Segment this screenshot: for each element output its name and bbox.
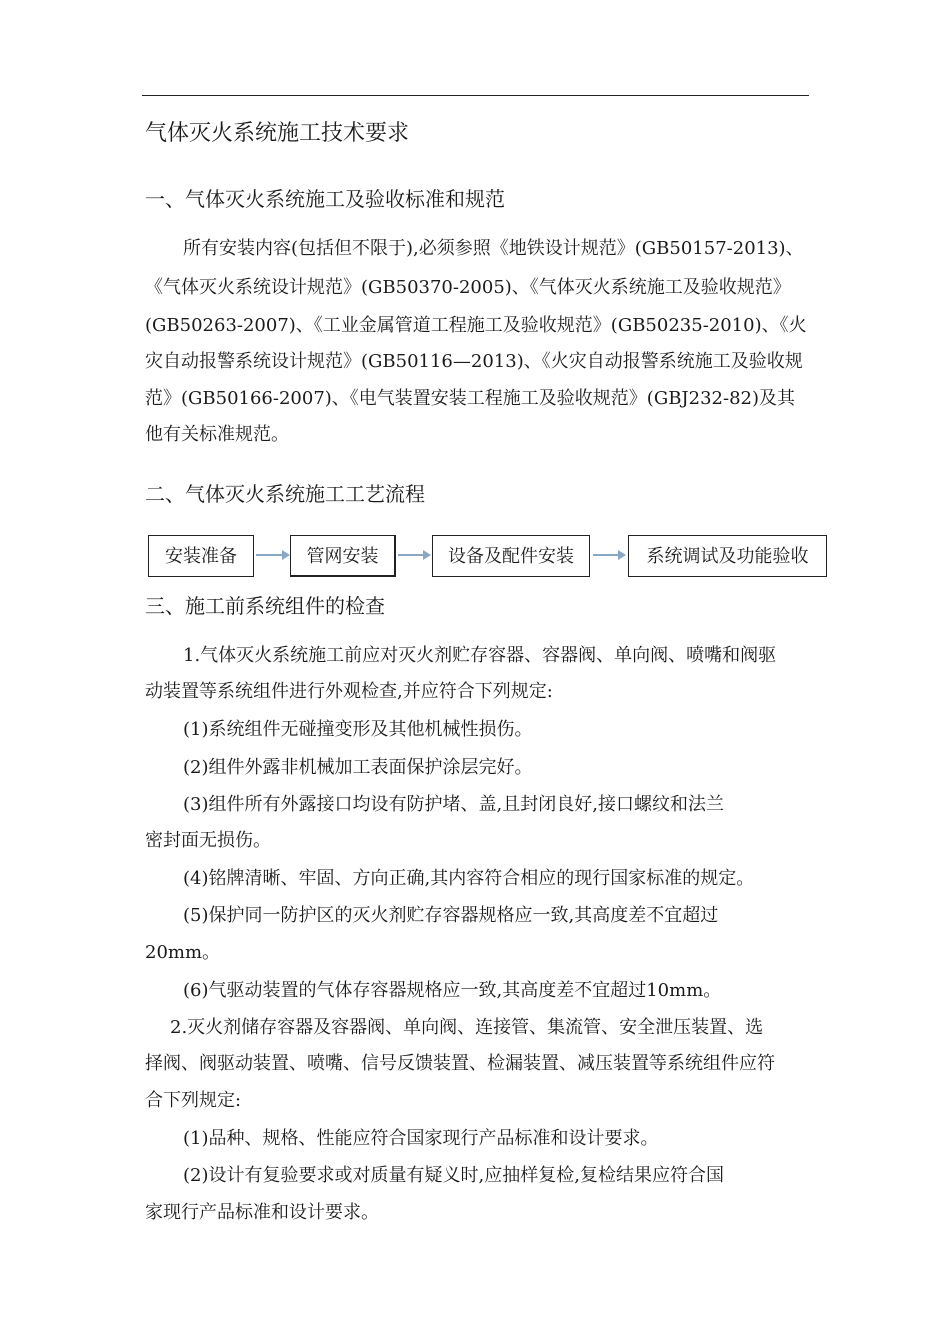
section-3-line-8: (5)保护同一防护区的灭火剂贮存容器规格应一致,其高度差不宜超过 — [183, 905, 719, 926]
flow-arrow-3 — [593, 554, 620, 556]
section-3-line-3: (1)系统组件无碰撞变形及其他机械性损伤。 — [183, 719, 533, 740]
header-rule — [142, 95, 809, 96]
section-3-line-16: 家现行产品标准和设计要求。 — [145, 1202, 379, 1223]
section-1-line-2: 《气体灭火系统设计规范》(GB50370-2005)、《气体灭火系统施工及验收规范》 — [145, 277, 791, 298]
section-3-line-7: (4)铭牌清晰、牢固、方向正确,其内容符合相应的现行国家标准的规定。 — [183, 868, 755, 889]
section-1-line-1: 所有安装内容(包括但不限于),必须参照《地铁设计规范》(GB50157-2013)、 — [183, 238, 804, 259]
section-3-heading: 三、施工前系统组件的检查 — [145, 594, 385, 618]
section-3-line-6: 密封面无损伤。 — [145, 830, 271, 851]
section-1-heading: 一、气体灭火系统施工及验收标准和规范 — [145, 187, 505, 211]
section-3-line-15: (2)设计有复验要求或对质量有疑义时,应抽样复检,复检结果应符合国 — [183, 1165, 724, 1186]
flow-arrow-1 — [256, 554, 284, 556]
section-1-line-4: 灾自动报警系统设计规范》(GB50116—2013)、《火灾自动报警系统施工及验收规 — [145, 351, 803, 372]
section-3-line-12: 择阀、阀驱动装置、喷嘴、信号反馈装置、检漏装置、减压装置等系统组件应符 — [145, 1053, 775, 1074]
section-3-line-13: 合下列规定: — [145, 1090, 242, 1111]
section-1-line-5: 范》(GB50166-2007)、《电气装置安装工程施工及验收规范》(GBJ232-82)及其 — [145, 388, 796, 409]
flow-step-1: 安装准备 — [148, 535, 254, 577]
section-3-line-5: (3)组件所有外露接口均设有防护堵、盖,且封闭良好,接口螺纹和法兰 — [183, 794, 724, 815]
section-3-line-10: (6)气驱动装置的气体存容器规格应一致,其高度差不宜超过10mm。 — [183, 980, 722, 1001]
section-2-heading: 二、气体灭火系统施工工艺流程 — [145, 482, 425, 506]
section-3-line-4: (2)组件外露非机械加工表面保护涂层完好。 — [183, 757, 533, 778]
flow-step-2: 管网安装 — [290, 535, 396, 577]
flow-step-4: 系统调试及功能验收 — [628, 535, 827, 577]
section-3-line-1: 1.气体灭火系统施工前应对灭火剂贮存容器、容器阀、单向阀、喷嘴和阀驱 — [183, 645, 777, 666]
section-3-line-14: (1)品种、规格、性能应符合国家现行产品标准和设计要求。 — [183, 1128, 659, 1149]
flow-step-3: 设备及配件安装 — [432, 535, 590, 577]
section-3-line-9: 20mm。 — [145, 942, 221, 963]
section-1-line-3: (GB50263-2007)、《工业金属管道工程施工及验收规范》(GB50235-2010)、《火 — [145, 315, 807, 336]
section-3-line-11: 2.灭火剂储存容器及容器阀、单向阀、连接管、集流管、安全泄压装置、选 — [170, 1017, 764, 1038]
section-3-line-2: 动装置等系统组件进行外观检查,并应符合下列规定: — [145, 681, 553, 702]
section-1-line-6: 他有关标准规范。 — [145, 424, 289, 445]
flow-arrow-2 — [398, 554, 425, 556]
page-title: 气体灭火系统施工技术要求 — [145, 121, 410, 146]
